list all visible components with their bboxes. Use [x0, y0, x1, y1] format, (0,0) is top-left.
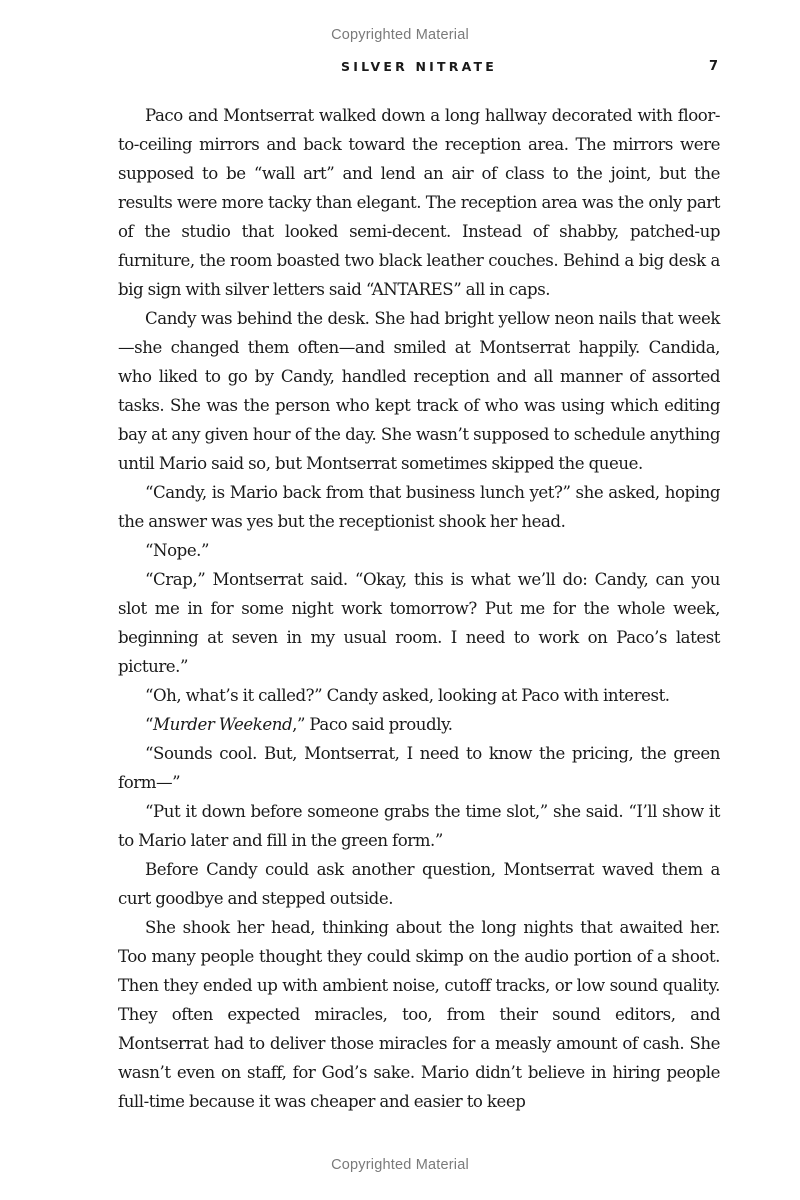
paragraph-5: “Crap,” Montserrat said. “Okay, this is what we’ll do: Candy, can you slot me in for some night work tomorrow? Put me for the whole week, beginning at seven in my usual room. I need to work on Paco’s latest picture.”	[118, 570, 720, 676]
paragraph-9: “Put it down before someone grabs the time slot,” she said. “I’ll show it to Mario later and fill in the green form.”	[118, 802, 720, 850]
running-header	[118, 59, 720, 79]
running-title: SILVER NITRATE	[341, 59, 497, 74]
paragraph-3: “Candy, is Mario back from that business lunch yet?” she asked, hoping the answer was yes but the receptionist shook her head.	[118, 483, 720, 531]
paragraph-1: Paco and Montserrat walked down a long hallway decorated with floor-to-ceiling mirrors and back toward the reception area. The mirrors were supposed to be “wall art” and lend an air of class to the joint, but the results were more tacky than elegant. The reception area was the only part of the studio that looked semi-decent. Instead of shabby, patched-up furniture, the room boasted two black leather couches. Behind a big desk a big sign with silver letters said “ANTARES” all in caps.	[118, 106, 720, 299]
paragraph-4: “Nope.”	[145, 541, 210, 560]
paragraph-8: “Sounds cool. But, Montserrat, I need to know the pricing, the green form—”	[118, 744, 720, 792]
copyright-watermark-bottom: Copyrighted Material	[331, 1157, 469, 1173]
paragraph-6: “Oh, what’s it called?” Candy asked, looking at Paco with interest.	[145, 686, 670, 705]
paragraph-7	[118, 710, 720, 739]
body-text	[118, 101, 720, 1116]
paragraph-10: Before Candy could ask another question, Montserrat waved them a curt goodbye and stepped outside.	[118, 860, 720, 908]
paragraph-11: She shook her head, thinking about the long nights that awaited her. Too many people thought they could skimp on the audio portion of a shoot. Then they ended up with ambient noise, cutoff tracks, or low sound quality. They often expected miracles, too, from their sound editors, and Montserrat had to deliver those miracles for a measly amount of cash. She wasn’t even on staff, for God’s sake. Mario didn’t believe in hiring people full-time because it was cheaper and easier to keep	[118, 918, 720, 1111]
film-title-italic: Murder Weekend	[153, 715, 293, 734]
paragraph-7-open-quote: “	[145, 715, 154, 734]
paragraph-7-rest: ,” Paco said proudly.	[292, 715, 453, 734]
paragraph-2: Candy was behind the desk. She had bright yellow neon nails that week—she changed them often—and smiled at Montserrat happily. Candida, who liked to go by Candy, handled reception and all manner of assorted tasks. She was the person who kept track of who was using which editing bay at any given hour of the day. She wasn’t supposed to schedule anything until Mario said so, but Montserrat sometimes skipped the queue.	[118, 309, 720, 473]
page-number: 7	[708, 59, 718, 74]
copyright-watermark-top: Copyrighted Material	[331, 27, 469, 43]
